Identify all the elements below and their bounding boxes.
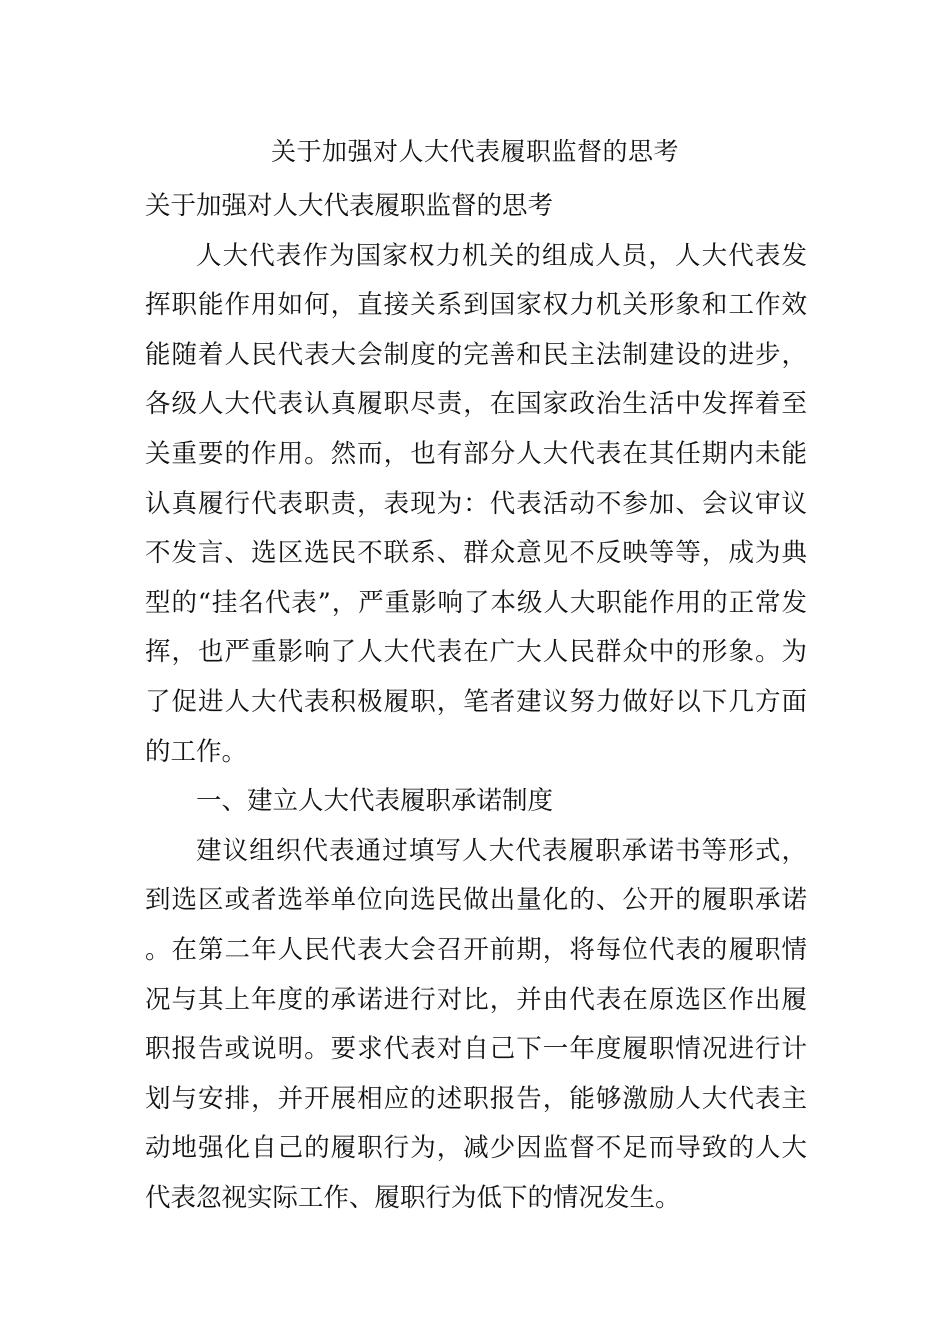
- paragraph-intro: 人大代表作为国家权力机关的组成人员，人大代表发挥职能作用如何，直接关系到国家权力机关形象和工作效能随着人民代表大会制度的完善和民主法制建设的进步，各级人大代表认真履职尽责，在国家政治生活中发挥着至关重要的作用。然而，也有部分人大代表在其任期内未能认真履行代表职责，表现为：代表活动不参加、会议审议不发言、选区选民不联系、群众意见不反映等等，成为典型的“挂名代表”，严重影响了本级人大职能作用的正常发挥，也严重影响了人大代表在广大人民群众中的形象。为了促进人大代表积极履职，笔者建议努力做好以下几方面的工作。: [145, 240, 807, 767]
- document-body: [145, 182, 807, 1223]
- document-subtitle: 关于加强对人大代表履职监督的思考: [145, 191, 554, 221]
- paragraph-section-1: 建议组织代表通过填写人大代表履职承诺书等形式，到选区或者选举单位向选民做出量化的、公开的履职承诺。在第二年人民代表大会召开前期，将每位代表的履职情况与其上年度的承诺进行对比，并由代表在原选区作出履职报告或说明。要求代表对自己下一年度履职情况进行计划与安排，并开展相应的述职报告，能够激励人大代表主动地强化自己的履职行为，减少因监督不足而导致的人大代表忽视实际工作、履职行为低下的情况发生。: [145, 835, 807, 1213]
- document-title: 关于加强对人大代表履职监督的思考: [270, 137, 679, 166]
- section-heading-1: 一、建立人大代表履职承诺制度: [196, 786, 554, 817]
